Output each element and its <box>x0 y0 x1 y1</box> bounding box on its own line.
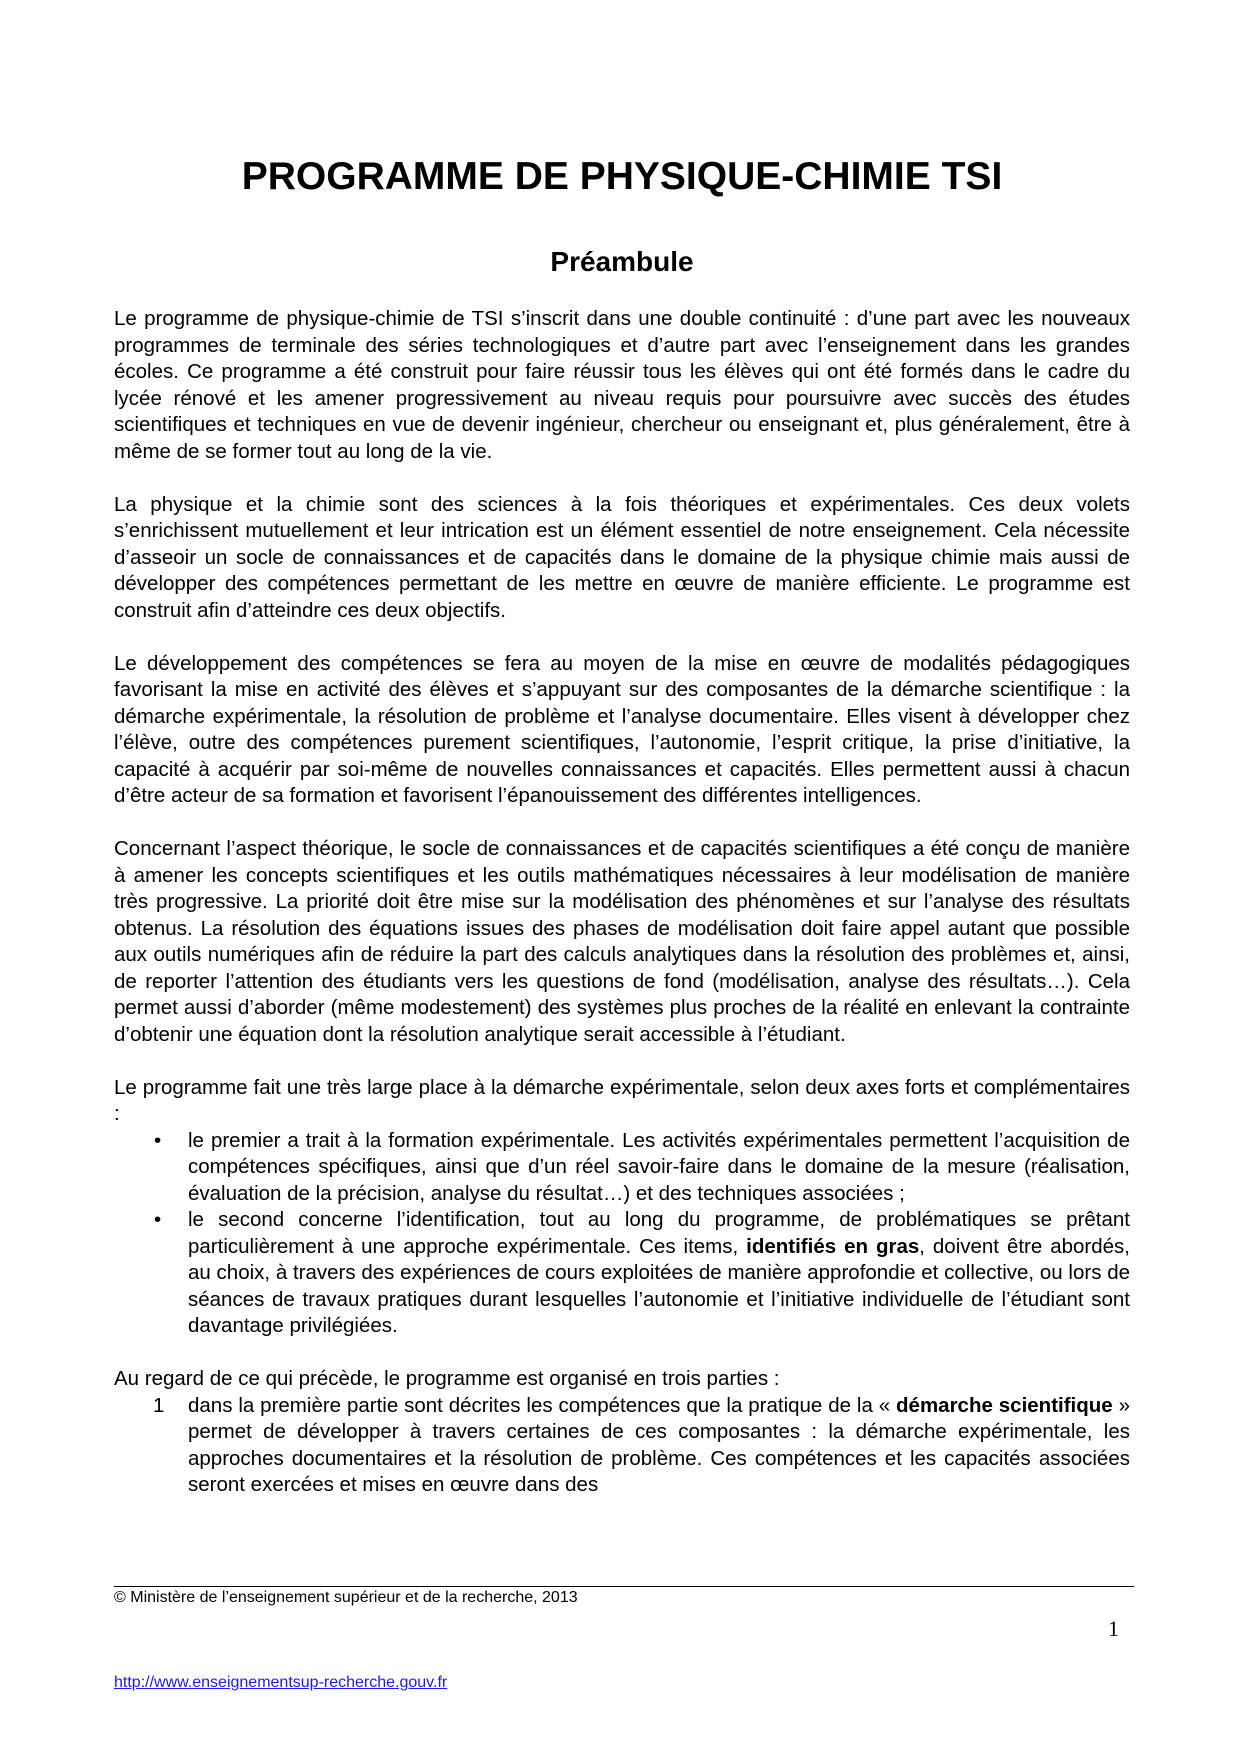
numbered-list <box>114 1393 1130 1499</box>
paragraph-theory-experiment: La physique et la chimie sont des sciences à la fois théoriques et expérimentales. Ces deux volets s’enrichissent mutuellement et leur intrication est un élément essentiel de notre enseignement. Cela nécessite d’asseoir un socle de connaissances et de capacités dans le domaine de la physique chimie mais aussi de développer des compétences permettant de les mettre en œuvre de manière efficiente. Le programme est construit afin d’atteindre ces deux objectifs. <box>114 492 1130 622</box>
bullet-icon: • <box>154 1208 162 1231</box>
footer-link[interactable]: http://www.enseignementsup-recherche.gouv.fr <box>114 1674 448 1691</box>
paragraph-experimental-intro: Le programme fait une très large place à la démarche expérimentale, selon deux axes forts et complémentaires : <box>114 1075 1130 1125</box>
text-run: le second concerne l’identification, tout au long du programme, de problématiques se prêtant particulièrement à une approche expérimentale. Ces items, <box>188 1208 1130 1258</box>
list-number: 1 <box>153 1393 165 1417</box>
bold-text: démarche scientifique <box>896 1393 1113 1417</box>
bold-text: identifiés en gras <box>746 1234 920 1258</box>
paragraph-theoretical-aspect: Concernant l’aspect théorique, le socle de connaissances et de capacités scientifiques a été conçu de manière à amener les concepts scientifiques et les outils mathématiques nécessaires à leur modélisation de manière très progressive. La priorité doit être mise sur la modélisation des phénomènes et sur l’analyse des résultats obtenus. La résolution des équations issues des phases de modélisation doit faire appel autant que possible aux outils numériques afin de réduire la part des calculs analytiques dans la résolution des problèmes et, ainsi, de reporter l’attention des étudiants vers les questions de fond (modélisation, analyse des résultats…). Cela permet aussi d’aborder (même modestement) des systèmes plus proches de la réalité en enlevant la contrainte d’obtenir une équation dont la résolution analytique serait accessible à l’étudiant. <box>114 837 1130 1046</box>
page-title: PROGRAMME DE PHYSIQUE-CHIMIE TSI <box>241 155 1003 198</box>
document-body <box>114 306 1130 1525</box>
section-title: Préambule <box>550 246 694 277</box>
paragraph-competences: Le développement des compétences se fera au moyen de la mise en œuvre de modalités pédagogiques favorisant la mise en activité des élèves et s’appuyant sur des composantes de la démarche scientifique : la démarche expérimentale, la résolution de problème et l’analyse documentaire. Elles visent à développer chez l’élève, outre des compétences purement scientifiques, l’autonomie, l’esprit critique, la prise d’initiative, la capacité à acquérir par soi-même de nouvelles connaissances et capacités. Elles permettent aussi à chacun d’être acteur de sa formation et favorisent l’épanouissement des différentes intelligences. <box>114 651 1130 807</box>
text-run: , doivent être abordés, au choix, à travers des expériences de cours exploitées de manière approfondie et collective, ou lors de séances de travaux pratiques durant lesquelles l’autonomie et l’initiative individuelle de l’étudiant sont davantage privilégiées. <box>188 1234 1130 1337</box>
list-item <box>114 1393 1130 1499</box>
text-run: dans la première partie sont décrites les compétences que la pratique de la « <box>188 1393 897 1417</box>
list-item <box>114 1207 1130 1340</box>
page-number: 1 <box>1108 1616 1119 1641</box>
list-item-text <box>188 1394 1130 1497</box>
bullet-icon: • <box>154 1128 162 1152</box>
text-run: » permet de développer à travers certaines de ces composantes : la démarche expérimentale, les approches documentaires et la résolution de problème. Ces compétences et les capacités associées seront exercées et mises en œuvre dans des <box>188 1393 1130 1496</box>
list-item <box>114 1128 1130 1208</box>
list-item-text <box>188 1208 1130 1337</box>
list-item-text: le premier a trait à la formation expérimentale. Les activités expérimentales permettent l’acquisition de compétences spécifiques, ainsi que d’un réel savoir-faire dans le domaine de la mesure (réalisation, évaluation de la précision, analyse du résultat…) et des techniques associées ; <box>188 1128 1130 1205</box>
bullet-list <box>114 1128 1130 1340</box>
footer-copyright: © Ministère de l’enseignement supérieur et de la recherche, 2013 <box>114 1589 578 1606</box>
paragraph-continuity: Le programme de physique-chimie de TSI s’inscrit dans une double continuité : d’une part avec les nouveaux programmes de terminale des séries technologiques et d’autre part avec l’enseignement dans les grandes écoles. Ce programme a été construit pour faire réussir tous les élèves qui ont été formés dans le cadre du lycée rénové et les amener progressivement au niveau requis pour poursuivre avec succès des études scientifiques et techniques en vue de devenir ingénieur, chercheur ou enseignant et, plus généralement, être à même de se former tout au long de la vie. <box>114 307 1130 463</box>
paragraph-organization-intro: Au regard de ce qui précède, le programme est organisé en trois parties : <box>114 1367 780 1390</box>
footer-divider <box>114 1586 1134 1587</box>
